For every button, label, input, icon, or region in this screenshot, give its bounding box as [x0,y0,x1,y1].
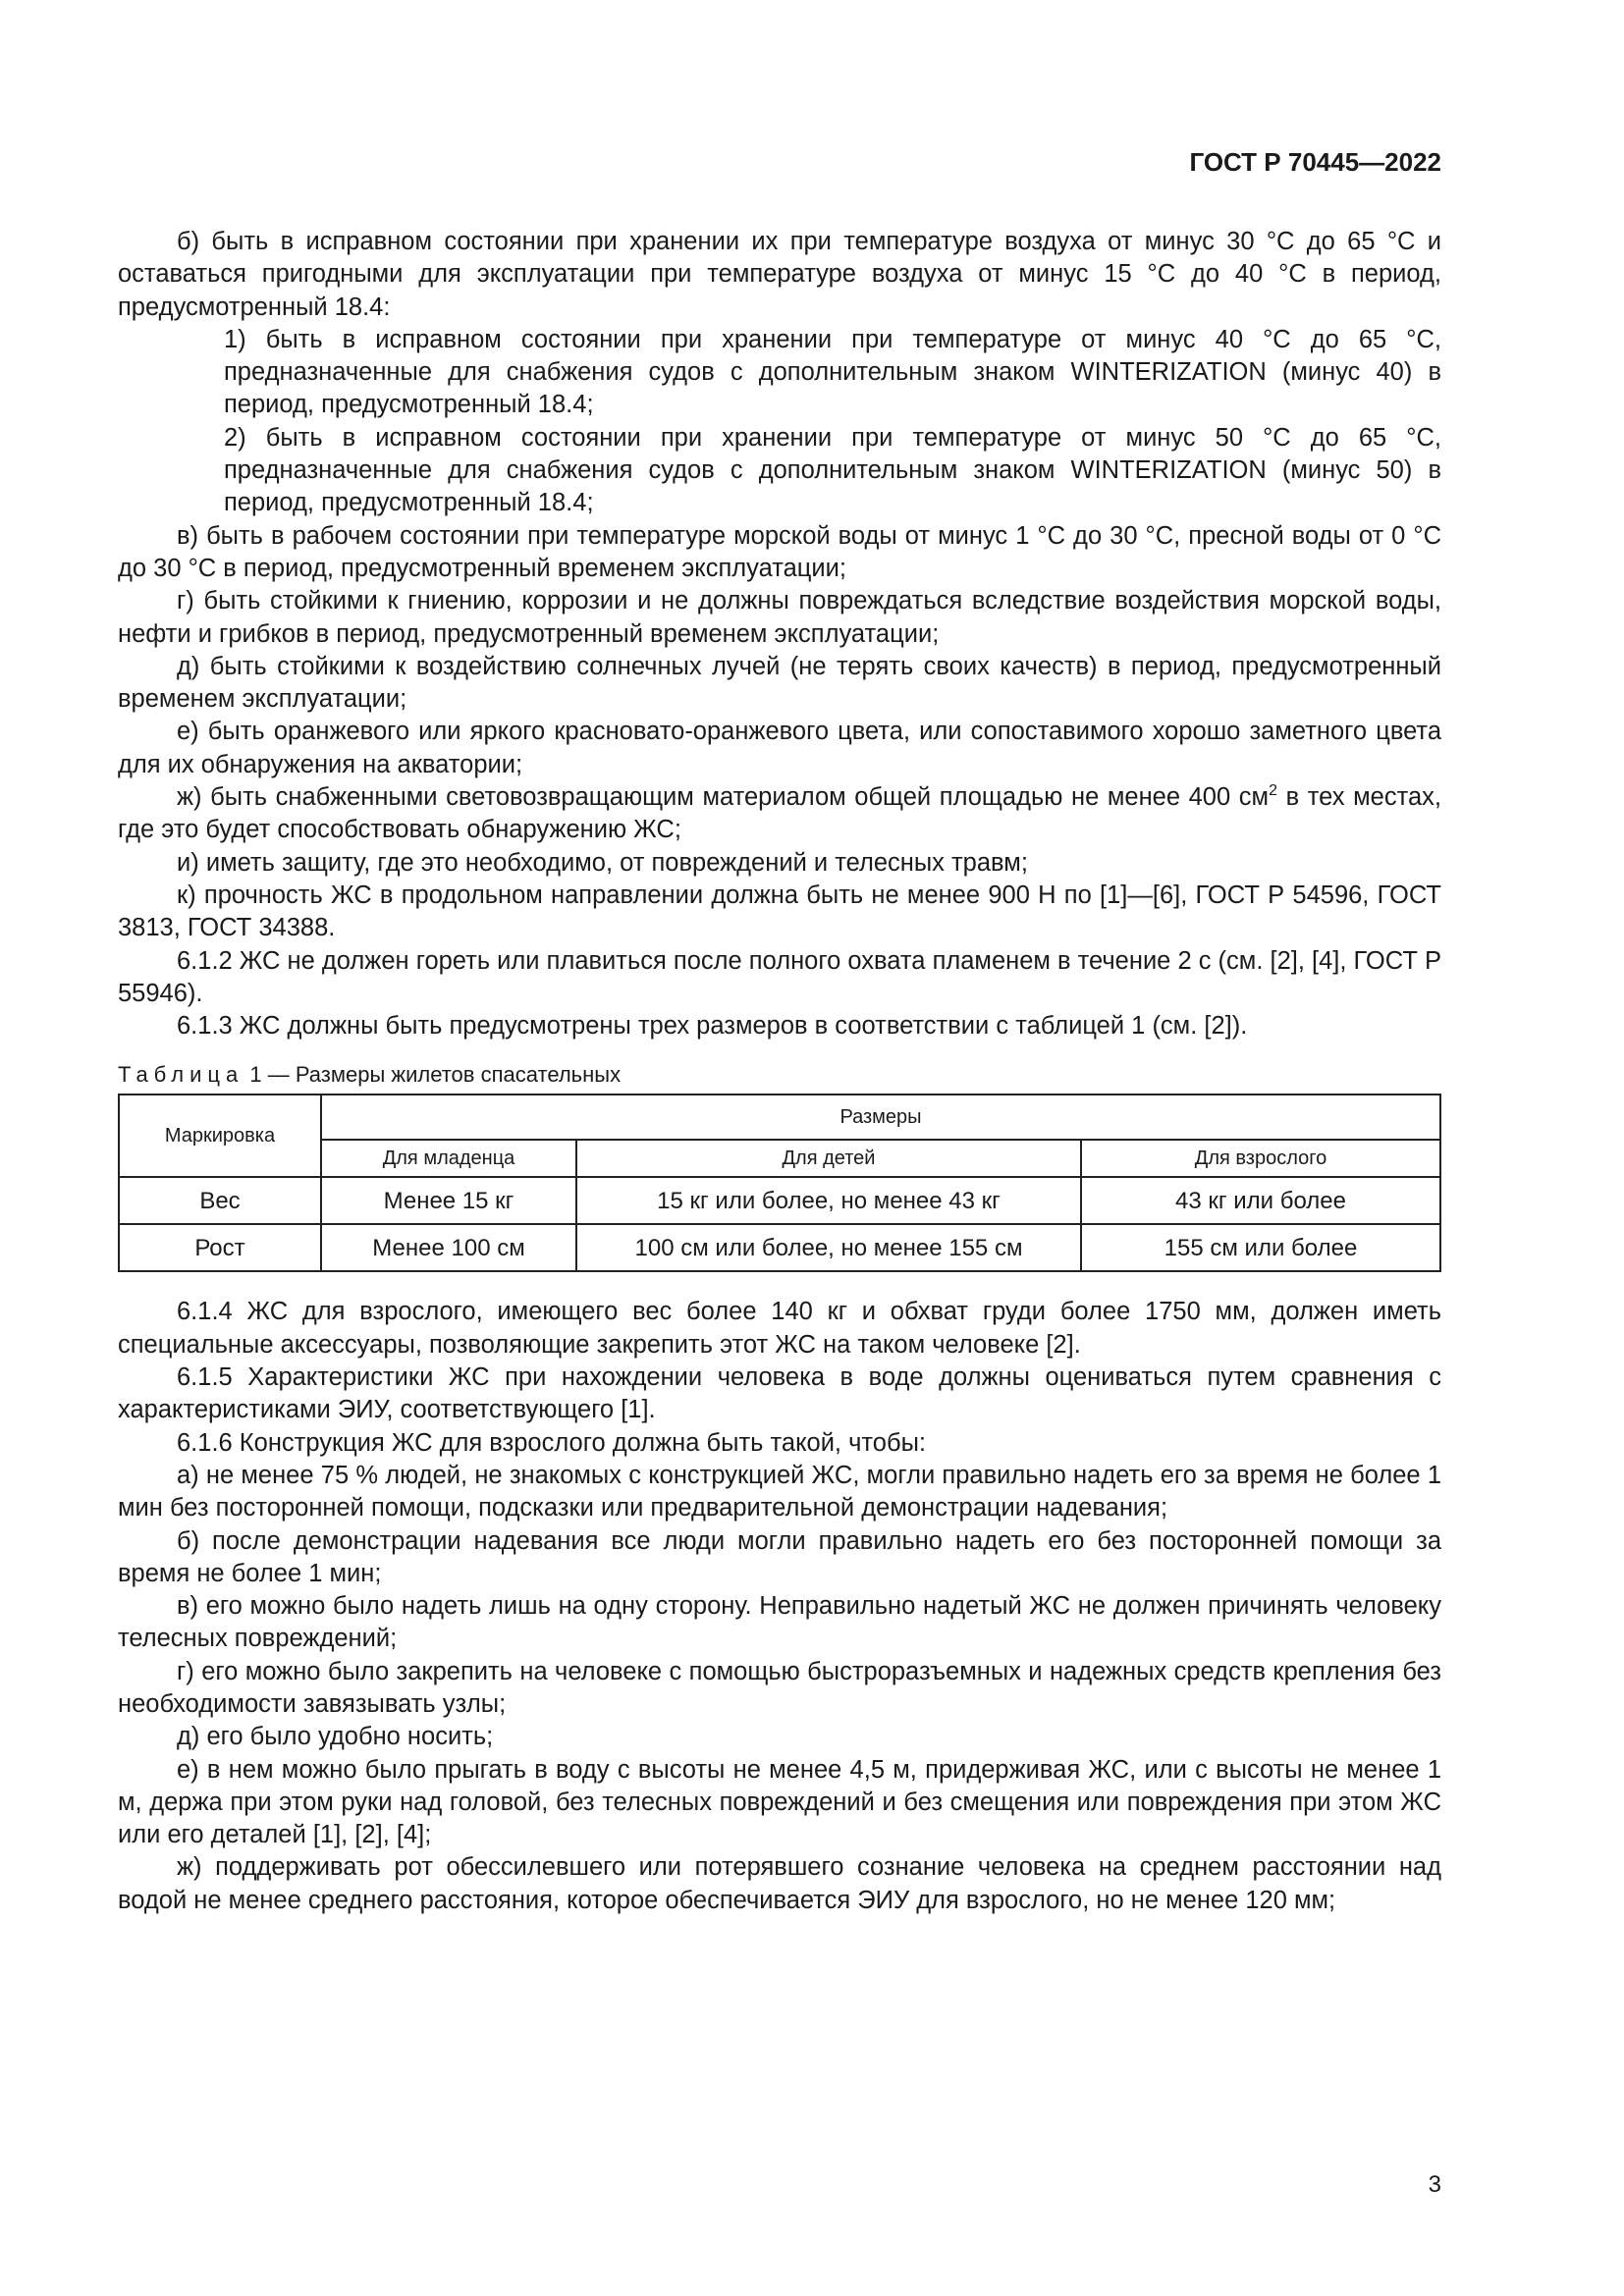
paragraph-g: г) быть стойкими к гниению, коррозии и не должны повреждаться вследствие воздействия морской воды, нефти и грибков в период, предусмотренный временем эксплуатации; [118,587,1441,648]
paragraph-6-1-6-b: б) после демонстрации надевания все люди могли правильно надеть его без посторонней помощи за время не более 1 мин; [118,1526,1441,1587]
header-adult: Для взрослого [1081,1140,1440,1177]
paragraph-k: к) прочность ЖС в продольном направлении должна быть не менее 900 Н по [1]—[6], ГОСТ Р 54596, ГОСТ 3813, ГОСТ 34388. [118,881,1441,942]
paragraph-6-1-5: 6.1.5 Характеристики ЖС при нахождении человека в воде должны оцениваться путем сравнения с характеристиками ЭИУ, соответствующего [1]. [118,1363,1441,1424]
paragraph-d: д) быть стойкими к воздействию солнечных лучей (не терять своих качеств) в период, предусмотренный временем эксплуатации; [118,652,1441,714]
table-row [119,1224,1440,1271]
paragraph-6-1-2: 6.1.2 ЖС не должен гореть или плавиться после полного охвата пламенем в течение 2 с (см. [2], [4], ГОСТ Р 55946). [118,946,1441,1007]
paragraph-zh-tail: в тех местах, где это будет способствовать обнаружению ЖС; [118,783,1441,844]
cell-infant: Менее 15 кг [321,1177,576,1224]
table-caption-text: 1 — Размеры жилетов спасательных [244,1062,622,1088]
paragraph-6-1-6: 6.1.6 Конструкция ЖС для взрослого должна быть такой, чтобы: [177,1428,926,1457]
document-header: ГОСТ Р 70445—2022 [1189,147,1441,177]
paragraph-b-2: 2) быть в исправном состоянии при хранении при температуре от минус 50 °С до 65 °С, предназначенные для снабжения судов с дополнительным знаком WINTERIZATION (минус 50) в период, предусмотренный 18.4; [224,423,1441,517]
paragraph-6-1-6-e: е) в нем можно было прыгать в воду с высоты не менее 4,5 м, придерживая ЖС, или с высоты не менее 1 м, держа при этом руки над головой, без телесных повреждений и без смещения или повреждения при этом ЖС или его деталей [1], [2], [4]; [118,1755,1441,1849]
paragraph-6-1-3: 6.1.3 ЖС должны быть предусмотрены трех размеров в соответствии с таблицей 1 (см. [2]). [177,1012,1248,1041]
paragraph-e: е) быть оранжевого или яркого красновато-оранжевого цвета, или сопоставимого хорошо заметного цвета для их обнаружения на акватории; [118,718,1441,778]
cell-child: 100 см или более, но менее 155 см [576,1224,1081,1271]
document-body [118,226,1441,1917]
cell-infant: Менее 100 см [321,1224,576,1271]
page-number: 3 [1428,2171,1441,2198]
paragraph-6-1-6-v: в) его можно было надеть лишь на одну сторону. Неправильно надетый ЖС не должен причинять человеку телесных повреждений; [118,1592,1441,1653]
table-caption [118,1060,1441,1090]
paragraph-i: и) иметь защиту, где это необходимо, от повреждений и телесных травм; [177,848,1028,877]
paragraph-v: в) быть в рабочем состоянии при температуре морской воды от минус 1 °С до 30 °С, пресной воды от 0 °С до 30 °С в период, предусмотренный временем эксплуатации; [118,521,1441,582]
paragraph-6-1-6-a: а) не менее 75 % людей, не знакомых с конструкцией ЖС, могли правильно надеть его за время не более 1 мин без посторонней помощи, подсказки или предварительной демонстрации надевания; [118,1461,1441,1522]
header-child: Для детей [576,1140,1081,1177]
superscript-two: 2 [1269,782,1277,800]
paragraph-b: б) быть в исправном состоянии при хранении их при температуре воздуха от минус 30 °С до 65 °С и оставаться пригодными для эксплуатации при температуре воздуха от минус 15 °С до 40 °С в период, предусмотренный 18.4: [118,228,1441,321]
table-row [119,1177,1440,1224]
cell-adult: 43 кг или более [1081,1177,1440,1224]
header-sizes: Размеры [321,1095,1440,1140]
paragraph-6-1-6-zh: ж) поддерживать рот обессилевшего или потерявшего сознание человека на среднем расстоянии над водой не менее среднего расстояния, которое обеспечивается ЭИУ для взрослого, но не менее 120 мм; [118,1853,1441,1914]
paragraph-b-1: 1) быть в исправном состоянии при хранении при температуре от минус 40 °С до 65 °С, предназначенные для снабжения судов с дополнительным знаком WINTERIZATION (минус 40) в период, предусмотренный 18.4; [224,325,1441,419]
table-caption-word: Таблица [118,1062,244,1088]
cell-child: 15 кг или более, но менее 43 кг [576,1177,1081,1224]
paragraph-zh [118,781,1441,847]
paragraph-6-1-6-g: г) его можно было закрепить на человеке с помощью быстроразъемных и надежных средств крепления без необходимости завязывать узлы; [118,1657,1441,1718]
paragraph-zh-text: ж) быть снабженными световозвращающим материалом общей площадью не менее 400 см [177,783,1270,812]
row-label: Рост [119,1224,321,1271]
paragraph-6-1-4: 6.1.4 ЖС для взрослого, имеющего вес более 140 кг и обхват груди более 1750 мм, должен иметь специальные аксессуары, позволяющие закрепить этот ЖС на таком человеке [2]. [118,1298,1441,1359]
sizes-table [118,1094,1441,1272]
header-marking: Маркировка [119,1095,321,1177]
row-label: Вес [119,1177,321,1224]
cell-adult: 155 см или более [1081,1224,1440,1271]
paragraph-6-1-6-d: д) его было удобно носить; [177,1723,494,1751]
header-infant: Для младенца [321,1140,576,1177]
